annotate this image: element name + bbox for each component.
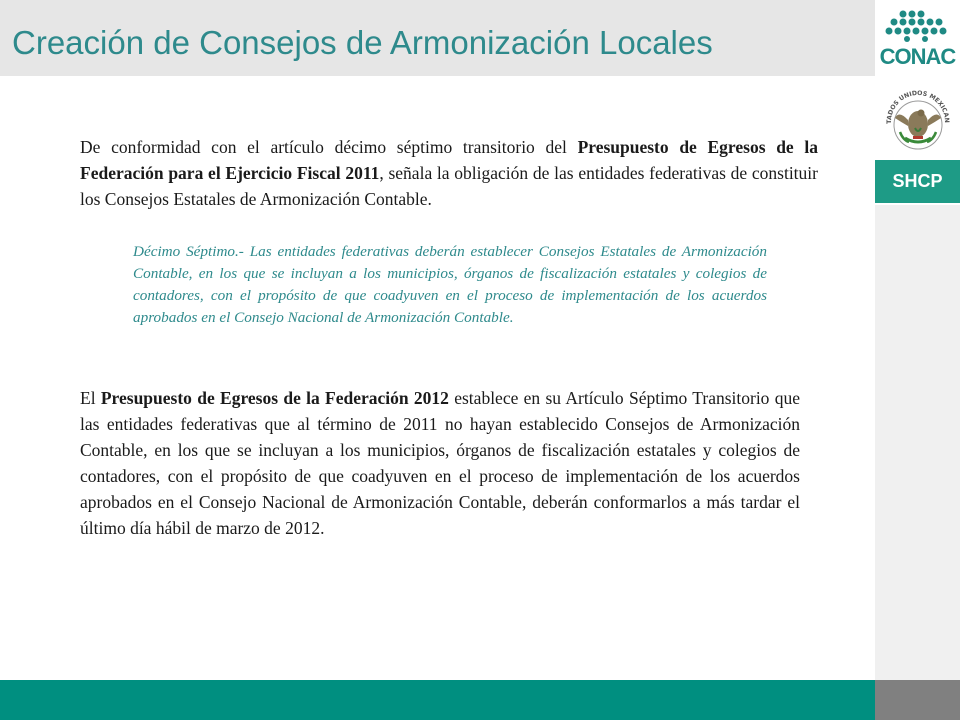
seal-text: TADOS UNIDOS MEXICAN	[885, 89, 951, 124]
intro-text-1: De conformidad con el artículo décimo séptimo transitorio del	[80, 137, 578, 157]
conac-dots-icon	[883, 8, 953, 42]
second-text-1: El	[80, 388, 101, 408]
second-paragraph	[80, 385, 800, 541]
shcp-logo	[875, 160, 960, 203]
page-title: Creación de Consejos de Armonización Locales	[12, 24, 713, 61]
title-bar	[0, 0, 875, 76]
conac-logo	[875, 0, 960, 78]
intro-bold-budget-2011: Presupuesto de Egresos de la Federación para el Ejercicio Fiscal 2011	[80, 137, 818, 183]
shcp-label: SHCP	[892, 171, 943, 191]
intro-text-2: , señala la obligación de las entidades federativas de constituir los Consejos Estatales de Armonización Contable.	[80, 163, 818, 209]
second-text-2: establece en su Artículo Séptimo Transitorio que las entidades federativas que al término de 2011 no hayan establecido Consejos de Armonización Contable, en los que se incluyan a los municipios, órganos de fiscalización estatales y colegios de contadores, con el propósito de que coadyuven en el proceso de implementación de los acuerdos aprobados en el Consejo Nacional de Armonización Contable, deberán conformarlos a más tardar el último día hábil de marzo de 2012.	[80, 388, 800, 538]
second-bold-budget-2012: Presupuesto de Egresos de la Federación 2012	[100, 388, 449, 408]
sidebar-lower-panel	[875, 205, 960, 720]
mexico-seal	[875, 80, 960, 158]
eagle-seal-icon	[875, 80, 960, 158]
footer-bar	[0, 680, 875, 720]
legal-quote: Décimo Séptimo.- Las entidades federativas deberán establecer Consejos Estatales de Armonización Contable, en los que se incluyan a los municipios, órganos de fiscalización estatales y colegios de contadores, con el propósito de que coadyuven en el proceso de implementación de los acuerdos aprobados en el Consejo Nacional de Armonización Contable.	[133, 243, 767, 326]
footer-corner	[875, 680, 960, 720]
intro-paragraph	[80, 134, 818, 212]
conac-label: CONAC	[879, 44, 956, 69]
